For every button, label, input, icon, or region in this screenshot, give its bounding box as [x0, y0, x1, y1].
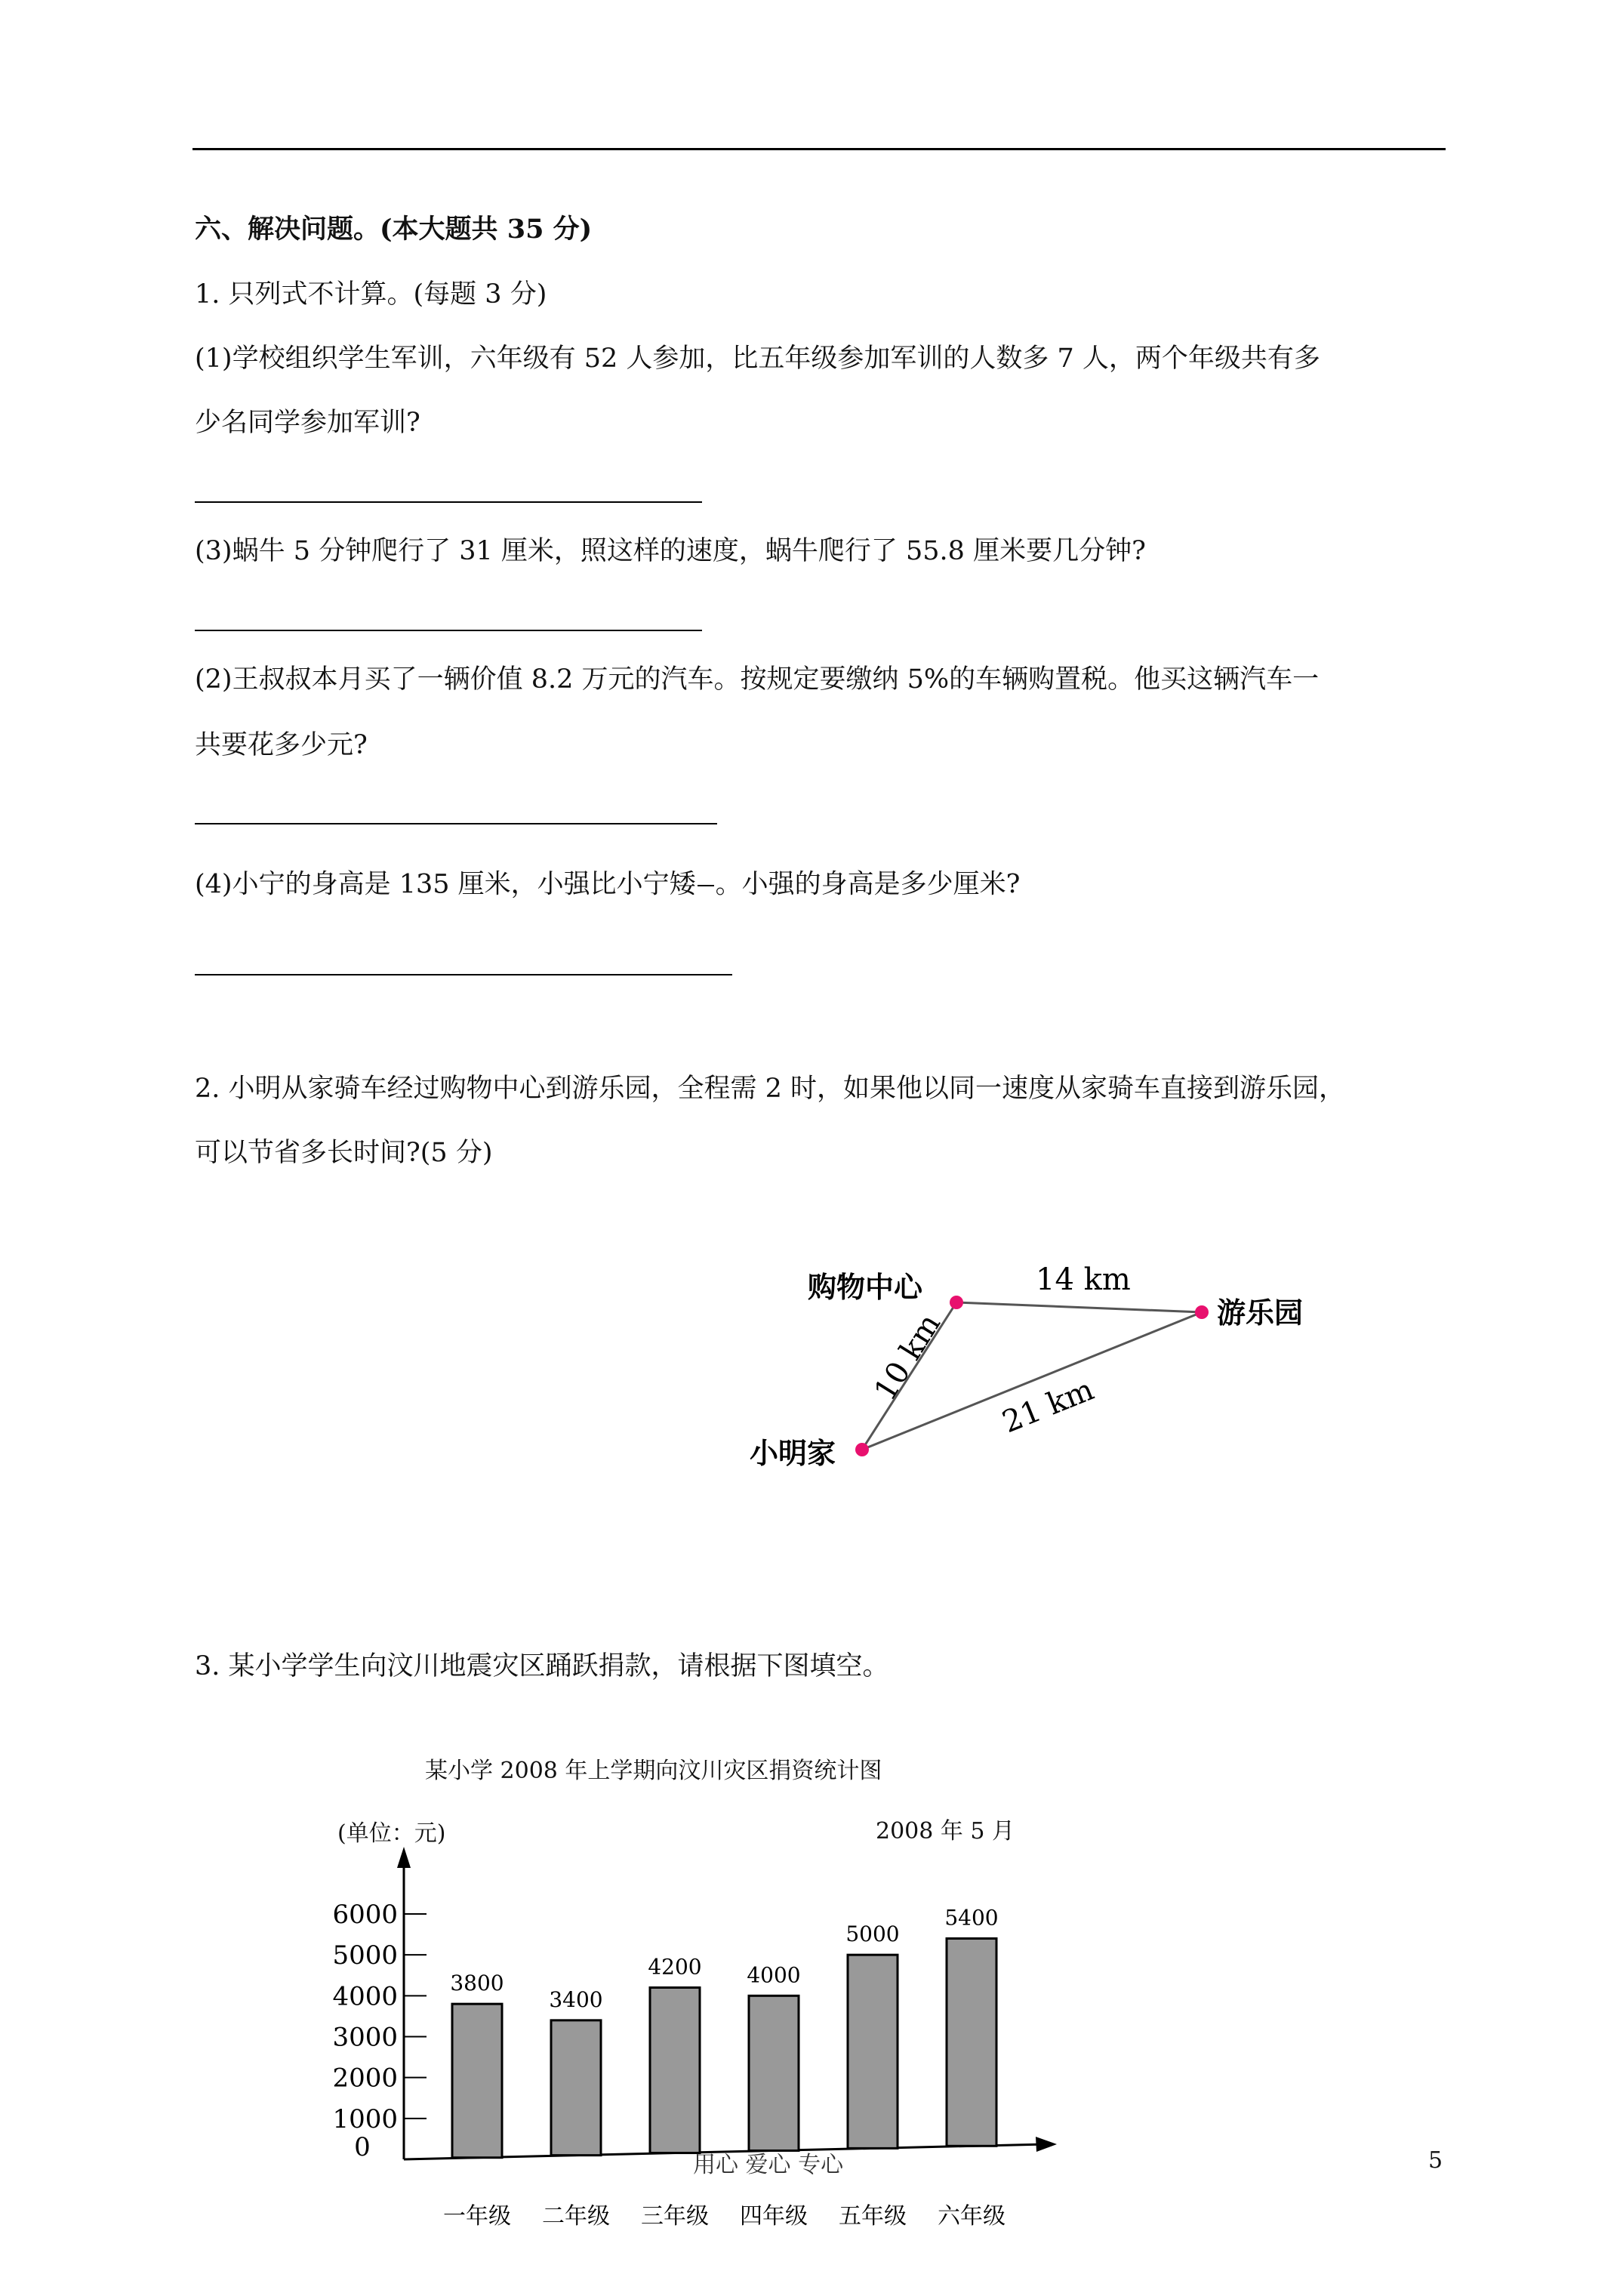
bar-value-label: 4000 — [747, 1962, 801, 1988]
q2-line1: 2. 小明从家骑车经过购物中心到游乐园，全程需 2 时，如果他以同一速度从家骑车直接到游乐园， — [195, 1074, 1346, 1104]
q1-item3: (3)蜗牛 5 分钟爬行了 31 厘米，照这样的速度，蜗牛爬行了 55.8 厘米要几分钟? — [195, 536, 1146, 566]
bar — [947, 1939, 996, 2147]
bar-value-label: 5000 — [845, 1922, 900, 1947]
bar — [650, 1988, 700, 2153]
y-tick-label: 4000 — [332, 1981, 398, 2012]
y-tick-label: 5000 — [332, 1940, 398, 1971]
q1-item4-post: 。小强的身高是多少厘米? — [715, 869, 1021, 900]
x-category-label: 五年级 — [839, 2203, 907, 2230]
bar — [848, 1955, 898, 2148]
y-tick-label: 1000 — [332, 2103, 398, 2134]
bar-value-label: 4200 — [648, 1954, 702, 1980]
q2-line2: 可以节省多长时间?(5 分) — [195, 1138, 493, 1168]
chart-title: 某小学 2008 年上学期向汶川灾区捐资统计图 — [425, 1758, 882, 1784]
x-category-label: 四年级 — [740, 2203, 808, 2230]
x-category-label: 三年级 — [641, 2203, 709, 2230]
page-number: 5 — [1428, 2147, 1443, 2174]
node-park-label: 游乐园 — [1217, 1296, 1304, 1330]
q1-item1-line2: 少名同学参加军训? — [195, 408, 420, 438]
bar — [452, 2004, 502, 2158]
q1-item2-line1: (2)王叔叔本月买了一辆价值 8.2 万元的汽车。按规定要缴纳 5%的车辆购置税。他买这辆汽车一 — [195, 664, 1320, 695]
y-tick-label: 0 — [354, 2132, 371, 2162]
bar-value-label: 3800 — [450, 1971, 504, 1996]
node-mall-label: 购物中心 — [808, 1270, 923, 1304]
x-category-label: 二年级 — [542, 2203, 610, 2230]
bar — [749, 1996, 799, 2150]
bar — [551, 2020, 601, 2156]
y-tick-label: 6000 — [332, 1900, 398, 1930]
x-category-label: 六年级 — [938, 2203, 1006, 2230]
footer-motto: 用心 爱心 专心 — [693, 2152, 844, 2178]
y-axis-arrow — [397, 1847, 411, 1868]
y-tick-label: 3000 — [332, 2022, 398, 2053]
node-home-label: 小明家 — [750, 1436, 836, 1470]
bar-value-label: 3400 — [549, 1986, 603, 2012]
chart-unit-label: (单位：元) — [337, 1820, 446, 1847]
y-tick-label: 2000 — [332, 2063, 398, 2094]
q1-item4-pre: (4)小宁的身高是 135 厘米，小强比小宁矮 — [195, 869, 696, 900]
q3-text: 3. 某小学学生向汶川地震灾区踊跃捐款，请根据下图填空。 — [195, 1651, 889, 1681]
section-title: 六、解决问题。(本大题共 35 分) — [195, 214, 593, 245]
edge-mall-park-label: 14 km — [1036, 1262, 1131, 1297]
bar-value-label: 5400 — [944, 1905, 999, 1931]
x-axis-arrow — [1036, 2137, 1057, 2152]
x-category-label: 一年级 — [443, 2203, 511, 2230]
q1-item1-line1: (1)学校组织学生军训，六年级有 52 人参加，比五年级参加军训的人数多 7 人，两个年级共有多 — [195, 344, 1320, 374]
chart-date-label: 2008 年 5 月 — [876, 1818, 1015, 1845]
q1-item2-line2: 共要花多少元? — [195, 730, 368, 760]
q1-heading: 1. 只列式不计算。(每题 3 分) — [195, 279, 547, 310]
edge-home-park-label: 21 km — [997, 1372, 1099, 1441]
edge-home-mall-label: 10 km — [867, 1308, 948, 1407]
